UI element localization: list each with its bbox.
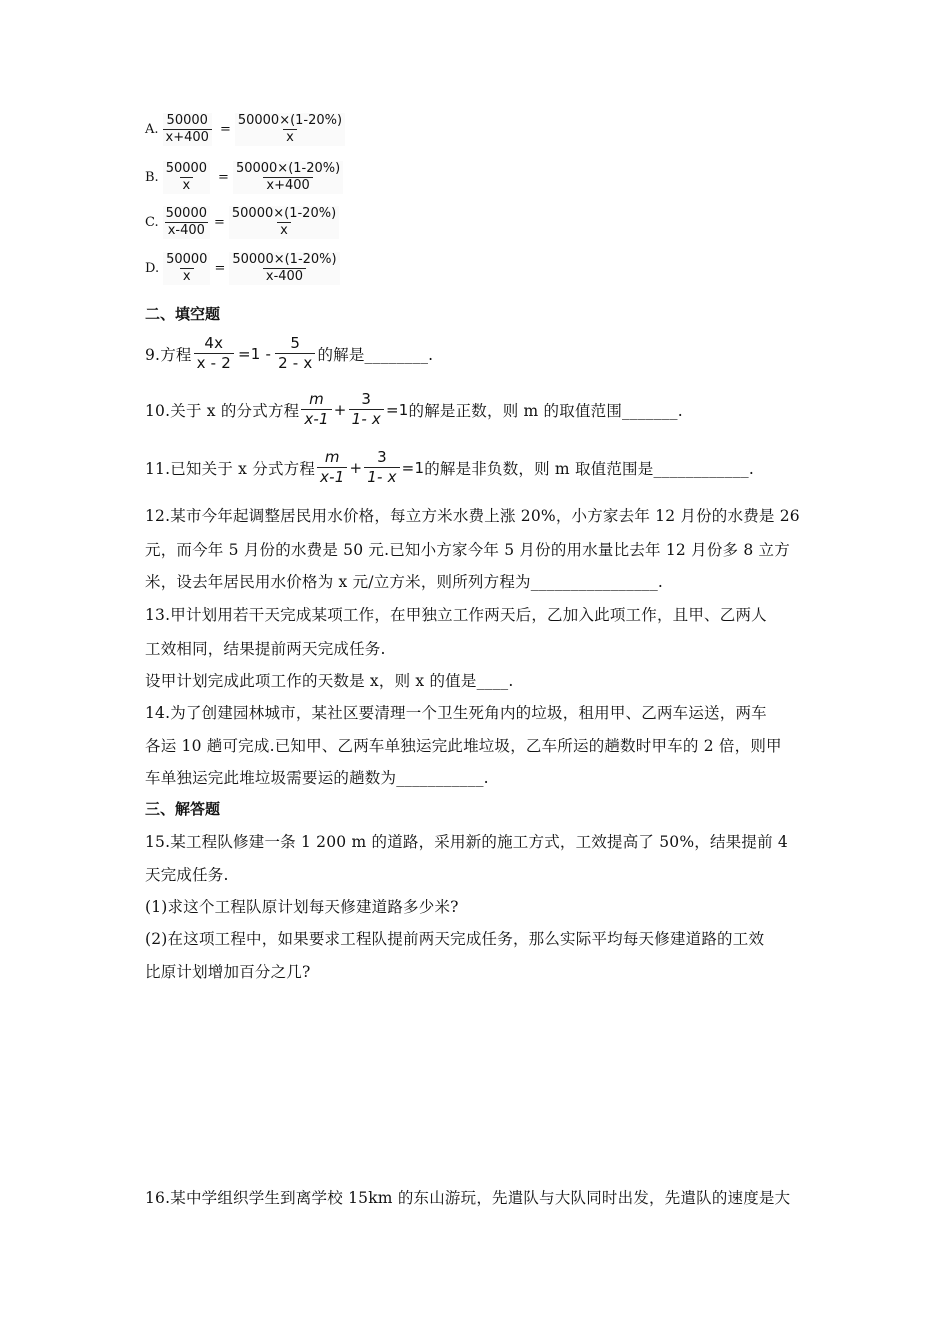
section-heading-answer: 三、解答题: [145, 800, 221, 818]
denominator: 1- x: [349, 409, 384, 429]
denominator: x+400: [263, 177, 312, 194]
question-text: 11.已知关于 x 分式方程: [145, 459, 316, 478]
numerator: 50000: [166, 252, 208, 267]
fraction: [364, 448, 399, 487]
denominator: x-400: [165, 222, 208, 239]
option-label: B.: [145, 170, 159, 185]
fraction: [301, 390, 331, 429]
question-12-line-1: 12.某市今年起调整居民用水价格，每立方米水费上涨 20%，小方家去年 12 月份的水费是 26: [145, 507, 800, 525]
numerator: 50000: [166, 113, 208, 128]
fraction: [235, 113, 345, 146]
option-d: [145, 252, 342, 285]
fraction: [275, 334, 315, 373]
denominator: x: [180, 177, 194, 194]
option-b: [145, 161, 345, 194]
fraction: [317, 448, 347, 487]
numerator: 50000×(1-20%): [235, 161, 341, 176]
equals-sign: =: [219, 122, 231, 137]
denominator: 1- x: [364, 467, 399, 487]
denominator: x: [180, 268, 194, 285]
denominator: x: [283, 129, 297, 146]
option-a: [145, 113, 347, 146]
question-14-line-1: 14.为了创建园林城市，某社区要清理一个卫生死角内的垃圾，租用甲、乙两车运送，两车: [145, 704, 767, 722]
denominator: x: [277, 222, 291, 239]
plus-sign: +: [333, 400, 347, 419]
equation-middle: =1 -: [237, 344, 272, 363]
question-12-line-2: 元，而今年 5 月份的水费是 50 元.已知小方家今年 5 月份的用水量比去年 12 月份多 8 立方: [145, 541, 790, 559]
fraction: [229, 206, 339, 239]
denominator: x+400: [163, 129, 212, 146]
fraction: [349, 390, 384, 429]
fraction: [233, 161, 343, 194]
equals-sign: =: [214, 261, 226, 276]
plus-sign: +: [349, 458, 363, 477]
option-label: C.: [145, 215, 159, 230]
question-14-line-3: 车单独运完此堆垃圾需要运的趟数为___________.: [145, 769, 489, 787]
option-label: D.: [145, 261, 160, 276]
equals-one: =1: [401, 458, 425, 477]
numerator: 5: [290, 334, 301, 352]
numerator: 50000×(1-20%): [231, 206, 337, 221]
fraction: [163, 161, 210, 194]
fraction: [163, 113, 212, 146]
question-14-line-2: 各运 10 趟可完成.已知甲、乙两车单独运完此堆垃圾，乙车所运的趟数时甲车的 2 倍，则甲: [145, 737, 782, 755]
question-text: 的解是________.: [317, 345, 434, 364]
question-13-line-1: 13.甲计划用若干天完成某项工作，在甲独立工作两天后，乙加入此项工作，且甲、乙两人: [145, 606, 767, 624]
question-13-line-3: 设甲计划完成此项工作的天数是 x，则 x 的值是____.: [145, 672, 514, 690]
equals-sign: =: [218, 170, 229, 185]
section-heading-fill-blank: 二、填空题: [145, 305, 221, 323]
question-text: 10.关于 x 的分式方程: [145, 401, 300, 420]
question-text: 的解是正数，则 m 的取值范围_______.: [408, 401, 683, 420]
numerator: 50000×(1-20%): [237, 113, 343, 128]
question-15-part-1: (1)求这个工程队原计划每天修建道路多少米?: [145, 898, 459, 916]
numerator: 50000×(1-20%): [232, 252, 337, 267]
denominator: 2 - x: [275, 353, 315, 373]
question-13-line-2: 工效相同，结果提前两天完成任务.: [145, 640, 386, 658]
question-15-line-1: 15.某工程队修建一条 1 200 m 的道路，采用新的施工方式，工效提高了 50%，结果提前 4: [145, 833, 788, 851]
question-16-line-1: 16.某中学组织学生到离学校 15km 的东山游玩，先遣队与大队同时出发，先遣队的速度是大: [145, 1189, 791, 1207]
numerator: 3: [377, 448, 387, 466]
numerator: 3: [361, 390, 372, 408]
fraction: [229, 252, 339, 285]
question-15-line-2: 天完成任务.: [145, 866, 229, 884]
numerator: m: [309, 390, 324, 408]
numerator: 50000: [165, 161, 208, 176]
question-9: [145, 334, 433, 373]
question-12-line-3: 米，设去年居民用水价格为 x 元/立方米，则所列方程为________________.: [145, 573, 664, 591]
fraction: [163, 206, 210, 239]
denominator: x-400: [263, 268, 306, 285]
fraction: [163, 252, 210, 285]
option-c: [145, 206, 341, 239]
denominator: x-1: [317, 467, 347, 487]
denominator: x - 2: [194, 353, 234, 373]
option-label: A.: [145, 122, 159, 137]
question-text: 的解是非负数，则 m 取值范围是____________.: [424, 459, 754, 478]
question-text: 9.方程: [145, 345, 192, 364]
question-15-part-2-line-1: (2)在这项工程中，如果要求工程队提前两天完成任务，那么实际平均每天修建道路的工效: [145, 930, 765, 948]
question-15-part-2-line-2: 比原计划增加百分之几?: [145, 963, 311, 981]
question-11: [145, 448, 754, 487]
equals-one: =1: [385, 400, 409, 419]
fraction: [194, 334, 234, 373]
equals-sign: =: [213, 215, 225, 230]
numerator: m: [324, 448, 340, 466]
denominator: x-1: [301, 409, 331, 429]
question-10: [145, 390, 683, 429]
numerator: 4x: [204, 334, 224, 352]
numerator: 50000: [165, 206, 207, 221]
